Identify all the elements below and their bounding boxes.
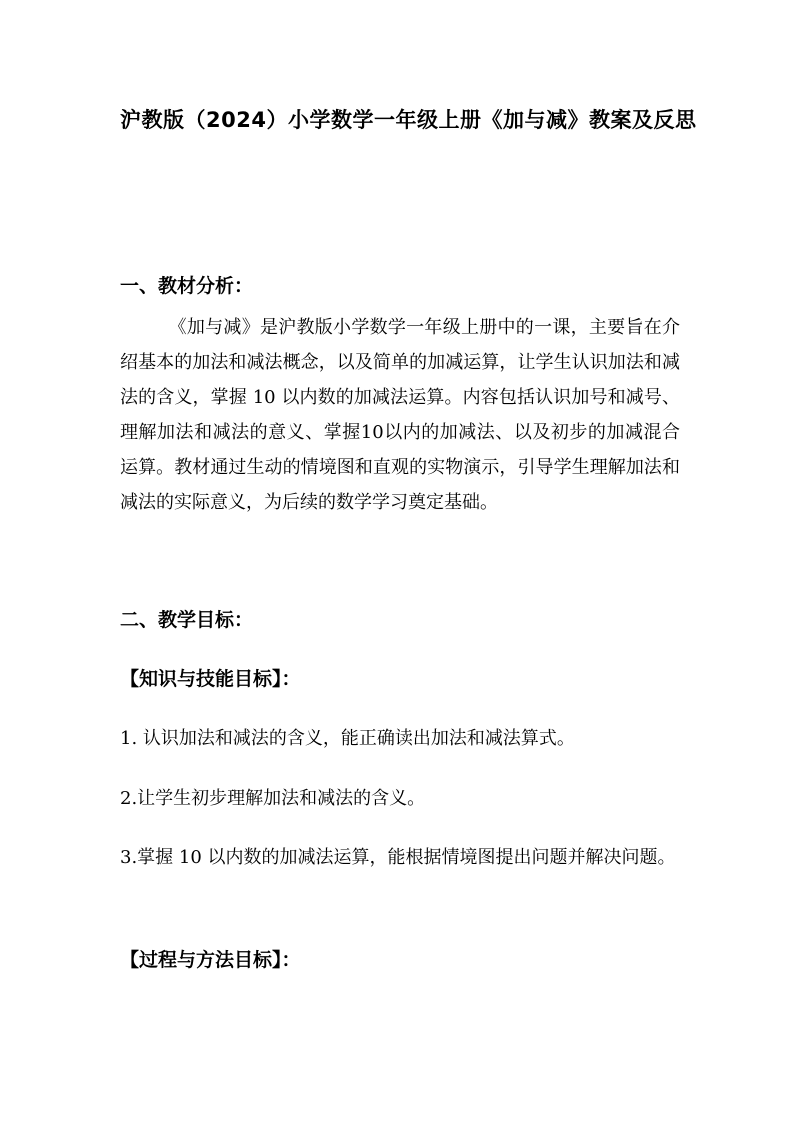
textbook-analysis-paragraph: 《加与减》是沪教版小学数学一年级上册中的一课，主要旨在介绍基本的加法和减法概念，以及简单的加减运算，让学生认识加法和减法的含义，掌握 10 以内数的加减法运算。内容包括认识加号和减号、理解加法和减法的意义、掌握10以内的加减法、以及初步的加减混合运算。教材通过生动的情境图和直观的实物演示，引导学生理解加法和减法的实际意义，为后续的数学学习奠定基础。 [120, 317, 680, 513]
goal-item-1: 1. 认识加法和减法的含义，能正确读出加法和减法算式。 [120, 728, 575, 749]
subsection-heading-process-methods: 【过程与方法目标】： [120, 949, 301, 971]
section-heading-textbook-analysis: 一、教材分析： [120, 275, 254, 297]
section-heading-teaching-goals: 二、教学目标： [120, 609, 254, 631]
goal-item-3: 3.掌握 10 以内数的加减法运算，能根据情境图提出问题并解决问题。 [120, 847, 676, 868]
goal-item-2: 2.让学生初步理解加法和减法的含义。 [120, 788, 426, 809]
document-title: 沪教版（2024）小学数学一年级上册《加与减》教案及反思 [120, 108, 697, 132]
subsection-heading-knowledge-skills: 【知识与技能目标】： [120, 668, 301, 690]
